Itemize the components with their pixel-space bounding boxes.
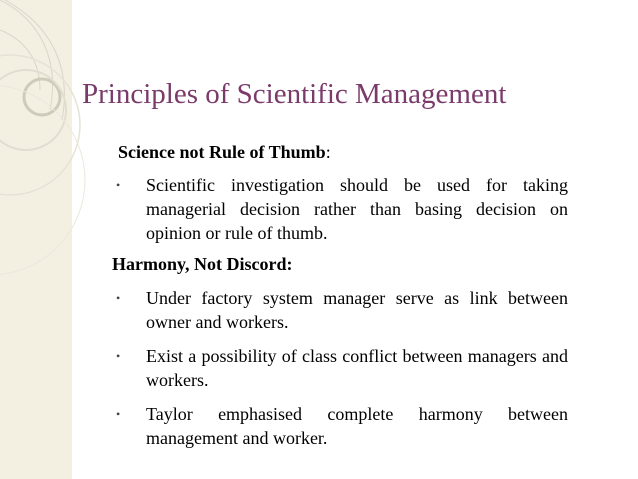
bullet-icon: • (116, 349, 121, 363)
bullet-text: Exist a possibility of class conflict between managers and workers. (146, 346, 568, 390)
section-heading-science-colon: : (325, 142, 331, 162)
section-heading-science (118, 140, 568, 164)
bullet-item (112, 173, 568, 245)
section-heading-harmony: Harmony, Not Discord: (112, 254, 293, 274)
bullet-icon: • (116, 291, 121, 305)
bullet-icon: • (116, 178, 121, 192)
bullet-icon: • (116, 407, 121, 421)
slide-content (112, 140, 568, 450)
bullet-item (112, 402, 568, 450)
bullet-item (112, 344, 568, 392)
bullet-text: Under factory system manager serve as link between owner and workers. (146, 288, 568, 332)
bullet-item (112, 286, 568, 334)
section-heading-science-text: Science not Rule of Thumb (118, 142, 326, 162)
bullet-text: Scientific investigation should be used for taking managerial decision rather than basing decision on opinion or rule of thumb. (146, 175, 568, 243)
slide-title: Principles of Scientific Management (82, 78, 507, 110)
bullet-text: Taylor emphasised complete harmony between management and worker. (146, 404, 568, 448)
